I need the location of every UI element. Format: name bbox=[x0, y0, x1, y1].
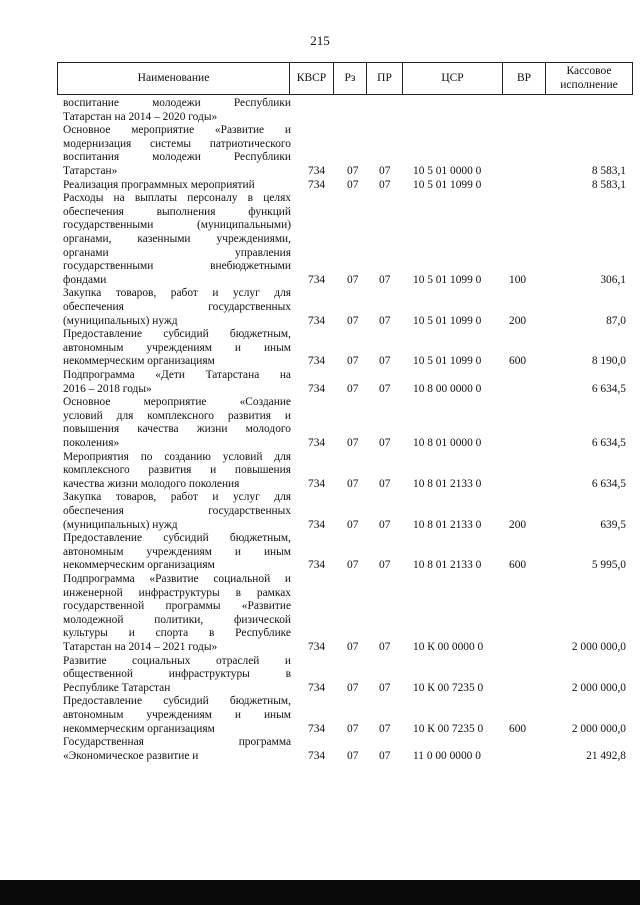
cell-pr: 07 bbox=[379, 722, 391, 735]
cell-sum: 87,0 bbox=[606, 314, 626, 327]
cell-rz: 07 bbox=[347, 436, 359, 449]
cell-sum: 6 634,5 bbox=[591, 382, 626, 395]
row-name-line: Предоставление субсидий бюджетным, bbox=[63, 532, 291, 545]
cell-kvsr: 734 bbox=[308, 382, 326, 395]
row-name-line: Татарстан на 2014 – 2020 годы» bbox=[63, 110, 218, 123]
header-sum-line1: Кассовое bbox=[566, 65, 612, 78]
cell-kvsr: 734 bbox=[308, 477, 326, 490]
cell-rz: 07 bbox=[347, 164, 359, 177]
cell-csr: 10 5 01 1099 0 bbox=[413, 273, 482, 286]
cell-sum: 5 995,0 bbox=[591, 559, 626, 572]
row-name-line: государственными внебюджетными bbox=[63, 260, 291, 273]
row-name-line: Подпрограмма «Дети Татарстана на bbox=[63, 369, 291, 381]
table-row bbox=[0, 491, 640, 532]
cell-sum: 639,5 bbox=[600, 518, 626, 531]
row-name-line: некоммерческим организациям bbox=[63, 722, 215, 735]
cell-vr: 200 bbox=[509, 314, 527, 327]
cell-sum: 306,1 bbox=[600, 273, 626, 286]
row-name-line: обеспечения выполнения функций bbox=[63, 205, 291, 218]
cell-pr: 07 bbox=[379, 178, 391, 191]
table-row bbox=[0, 451, 640, 492]
row-name bbox=[63, 491, 291, 532]
row-name-line: Татарстан на 2014 – 2021 годы» bbox=[63, 640, 218, 653]
cell-rz: 07 bbox=[347, 355, 359, 368]
row-name bbox=[63, 287, 291, 328]
row-name bbox=[63, 396, 291, 450]
row-name bbox=[63, 369, 291, 396]
cell-pr: 07 bbox=[379, 436, 391, 449]
cell-pr: 07 bbox=[379, 164, 391, 177]
row-name-line: обеспечения государственных bbox=[63, 504, 291, 517]
row-name-line: некоммерческим организациям bbox=[63, 559, 215, 572]
cell-sum: 2 000 000,0 bbox=[571, 641, 626, 653]
cell-csr: 10 8 01 2133 0 bbox=[413, 518, 482, 531]
row-name-line: воспитание молодежи Республики bbox=[63, 97, 291, 109]
row-name-line: Подпрограмма «Развитие социальной и bbox=[63, 573, 291, 585]
page-number: 215 bbox=[310, 33, 330, 48]
cell-sum: 8 190,0 bbox=[591, 355, 626, 368]
cell-pr: 07 bbox=[379, 314, 391, 327]
row-name-line: фондами bbox=[63, 273, 107, 286]
row-name bbox=[63, 192, 291, 287]
cell-kvsr: 734 bbox=[308, 164, 326, 177]
header-vr: ВР bbox=[503, 63, 546, 94]
cell-csr: 10 К 00 7235 0 bbox=[413, 722, 484, 735]
row-name bbox=[63, 328, 291, 369]
row-name-line: Закупка товаров, работ и услуг для bbox=[63, 287, 291, 300]
row-name-line: качества жизни молодого поколения bbox=[63, 477, 240, 490]
row-name bbox=[63, 124, 291, 178]
cell-csr: 11 0 00 0000 0 bbox=[413, 749, 481, 762]
cell-rz: 07 bbox=[347, 273, 359, 286]
cell-sum: 6 634,5 bbox=[591, 477, 626, 490]
row-name-line: воспитания молодежи Республики bbox=[63, 151, 291, 164]
row-name-line: (муниципальных) нужд bbox=[63, 314, 178, 327]
table-row bbox=[0, 532, 640, 573]
cell-rz: 07 bbox=[347, 722, 359, 735]
cell-csr: 10 8 01 0000 0 bbox=[413, 436, 482, 449]
table-row bbox=[0, 192, 640, 287]
row-name-line: культуры и спорта в Республике bbox=[63, 627, 291, 640]
cell-csr: 10 5 01 1099 0 bbox=[413, 355, 482, 368]
cell-sum: 2 000 000,0 bbox=[571, 681, 626, 694]
table-row bbox=[0, 736, 640, 763]
row-name-line: органами, казенными учреждениями, bbox=[63, 232, 291, 245]
row-name-line: Мероприятия по созданию условий для bbox=[63, 450, 291, 463]
row-name-line: автономным учреждениям и иным bbox=[63, 708, 291, 721]
row-name-line: Закупка товаров, работ и услуг для bbox=[63, 491, 291, 504]
row-name-line: Предоставление субсидий бюджетным, bbox=[63, 328, 291, 341]
cell-vr: 200 bbox=[509, 518, 527, 531]
row-name-line: автономным учреждениям и иным bbox=[63, 341, 291, 354]
cell-rz: 07 bbox=[347, 314, 359, 327]
cell-sum: 2 000 000,0 bbox=[571, 722, 626, 735]
row-name bbox=[63, 451, 291, 492]
row-name-line: органами управления bbox=[63, 246, 291, 259]
cell-pr: 07 bbox=[379, 382, 391, 395]
row-name bbox=[63, 179, 291, 193]
header-kvsr: КВСР bbox=[290, 63, 334, 94]
table-row bbox=[0, 369, 640, 396]
cell-kvsr: 734 bbox=[308, 273, 326, 286]
table-row bbox=[0, 328, 640, 369]
table-row bbox=[0, 655, 640, 696]
cell-rz: 07 bbox=[347, 477, 359, 490]
row-name-line: инженерной инфраструктуры в рамках bbox=[63, 586, 291, 599]
header-name: Наименование bbox=[58, 63, 290, 94]
row-name-line: Предоставление субсидий бюджетным, bbox=[63, 695, 291, 708]
row-name-line: Развитие социальных отраслей и bbox=[63, 654, 291, 667]
row-name bbox=[63, 97, 291, 124]
cell-pr: 07 bbox=[379, 559, 391, 572]
cell-csr: 10 К 00 0000 0 bbox=[413, 641, 484, 653]
cell-kvsr: 734 bbox=[308, 722, 326, 735]
header-rz: Рз bbox=[334, 63, 367, 94]
cell-kvsr: 734 bbox=[308, 749, 326, 762]
table-row bbox=[0, 695, 640, 736]
cell-pr: 07 bbox=[379, 749, 391, 762]
row-name-line: государственной программы «Развитие bbox=[63, 600, 291, 613]
cell-sum: 8 583,1 bbox=[591, 178, 626, 191]
row-name bbox=[63, 532, 291, 573]
cell-kvsr: 734 bbox=[308, 641, 326, 653]
header-sum-line2: исполнение bbox=[560, 78, 618, 91]
cell-pr: 07 bbox=[379, 681, 391, 694]
row-name-line: Расходы на выплаты персоналу в целях bbox=[63, 192, 291, 205]
cell-csr: 10 8 01 2133 0 bbox=[413, 477, 482, 490]
row-name-line: 2016 – 2018 годы» bbox=[63, 382, 152, 395]
cell-kvsr: 734 bbox=[308, 681, 326, 694]
row-name-line: (муниципальных) нужд bbox=[63, 518, 178, 531]
table-row bbox=[0, 396, 640, 450]
cell-rz: 07 bbox=[347, 559, 359, 572]
cell-pr: 07 bbox=[379, 477, 391, 490]
row-name-line: Основное мероприятие «Создание bbox=[63, 396, 291, 409]
cell-vr: 600 bbox=[509, 722, 527, 735]
cell-sum: 6 634,5 bbox=[591, 436, 626, 449]
cell-sum: 8 583,1 bbox=[591, 164, 626, 177]
row-name-line: Основное мероприятие «Развитие и bbox=[63, 124, 291, 137]
row-name bbox=[63, 573, 291, 655]
row-name bbox=[63, 736, 291, 763]
row-name-line: условий для комплексного развития и bbox=[63, 409, 291, 422]
row-name-line: общественной инфраструктуры в bbox=[63, 668, 291, 681]
cell-csr: 10 5 01 0000 0 bbox=[413, 164, 482, 177]
header-csr: ЦСР bbox=[403, 63, 503, 94]
row-name bbox=[63, 655, 291, 696]
cell-pr: 07 bbox=[379, 641, 391, 653]
row-name bbox=[63, 695, 291, 736]
cell-csr: 10 5 01 1099 0 bbox=[413, 314, 482, 327]
row-name-line: модернизация системы патриотического bbox=[63, 137, 291, 150]
cell-kvsr: 734 bbox=[308, 436, 326, 449]
row-name-line: Государственная программа bbox=[63, 736, 291, 749]
cell-rz: 07 bbox=[347, 641, 359, 653]
cell-pr: 07 bbox=[379, 273, 391, 286]
row-name-line: автономным учреждениям и иным bbox=[63, 545, 291, 558]
cell-csr: 10 5 01 1099 0 bbox=[413, 178, 482, 191]
table-row bbox=[0, 573, 640, 655]
cell-kvsr: 734 bbox=[308, 314, 326, 327]
row-name-line: повышения качества жизни молодого bbox=[63, 423, 291, 436]
table-row bbox=[0, 124, 640, 178]
cell-pr: 07 bbox=[379, 355, 391, 368]
table-row bbox=[0, 97, 640, 124]
row-name-line: Татарстан» bbox=[63, 164, 118, 177]
cell-kvsr: 734 bbox=[308, 559, 326, 572]
row-name-line: комплексного развития и повышения bbox=[63, 464, 291, 477]
cell-rz: 07 bbox=[347, 681, 359, 694]
scan-bottom-edge bbox=[0, 880, 640, 905]
row-name-line: молодежной политики, физической bbox=[63, 613, 291, 626]
cell-csr: 10 8 01 2133 0 bbox=[413, 559, 482, 572]
cell-rz: 07 bbox=[347, 749, 359, 762]
cell-vr: 600 bbox=[509, 355, 527, 368]
row-name-line: поколения» bbox=[63, 436, 120, 449]
row-name-line: государственными (муниципальными) bbox=[63, 219, 291, 232]
cell-rz: 07 bbox=[347, 518, 359, 531]
cell-vr: 100 bbox=[509, 273, 527, 286]
cell-kvsr: 734 bbox=[308, 518, 326, 531]
table-row bbox=[0, 179, 640, 193]
row-name-line: некоммерческим организациям bbox=[63, 355, 215, 368]
cell-pr: 07 bbox=[379, 518, 391, 531]
row-name-line: «Экономическое развитие и bbox=[63, 749, 199, 762]
row-name-line: Республике Татарстан bbox=[63, 681, 171, 694]
row-name-line: обеспечения государственных bbox=[63, 300, 291, 313]
cell-csr: 10 К 00 7235 0 bbox=[413, 681, 484, 694]
header-pr: ПР bbox=[367, 63, 403, 94]
cell-vr: 600 bbox=[509, 559, 527, 572]
cell-kvsr: 734 bbox=[308, 355, 326, 368]
cell-rz: 07 bbox=[347, 382, 359, 395]
cell-rz: 07 bbox=[347, 178, 359, 191]
row-name-line: Реализация программных мероприятий bbox=[63, 178, 255, 191]
cell-kvsr: 734 bbox=[308, 178, 326, 191]
cell-sum: 21 492,8 bbox=[586, 749, 626, 762]
table-row bbox=[0, 287, 640, 328]
cell-csr: 10 8 00 0000 0 bbox=[413, 382, 482, 395]
